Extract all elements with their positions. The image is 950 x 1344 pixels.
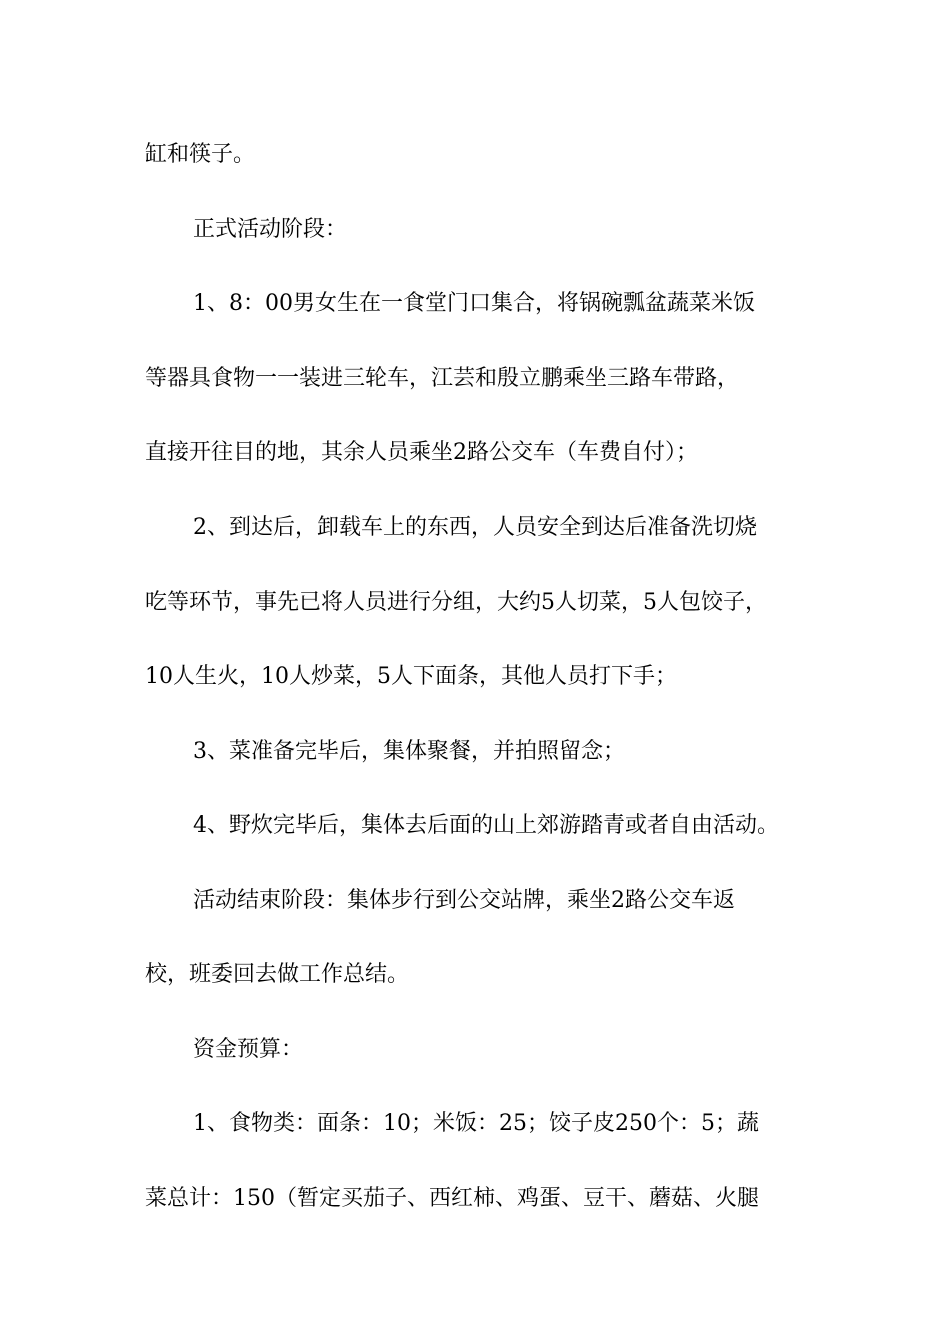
section-heading-activity: 正式活动阶段：: [193, 217, 348, 242]
text-line-6: 2、到达后，卸载车上的东西，人员安全到达后准备洗切烧: [193, 515, 757, 540]
text-line-9: 3、菜准备完毕后，集体聚餐，并拍照留念；: [193, 739, 625, 764]
text-line-11: 活动结束阶段：集体步行到公交站牌，乘坐2路公交车返: [193, 888, 735, 913]
text-line-7: 吃等环节，事先已将人员进行分组，大约5人切菜，5人包饺子，: [145, 590, 767, 615]
text-line-3: 1、8：00男女生在一食堂门口集合，将锅碗瓢盆蔬菜米饭: [193, 291, 755, 316]
text-line-12: 校，班委回去做工作总结。: [145, 962, 410, 987]
text-line-1: 缸和筷子。: [145, 142, 256, 167]
text-line-5: 直接开往目的地，其余人员乘坐2路公交车（车费自付）；: [145, 440, 698, 465]
section-heading-budget: 资金预算：: [193, 1037, 304, 1062]
text-line-14: 1、食物类：面条：10；米饭：25；饺子皮250个：5；蔬: [193, 1111, 759, 1136]
text-line-10: 4、野炊完毕后，集体去后面的山上郊游踏青或者自由活动。: [193, 813, 779, 838]
text-line-4: 等器具食物一一装进三轮车，江芸和殷立鹏乘坐三路车带路，: [145, 366, 740, 391]
text-line-8: 10人生火，10人炒菜，5人下面条，其他人员打下手；: [145, 664, 677, 689]
text-line-15: 菜总计：150（暂定买茄子、西红柿、鸡蛋、豆干、蘑菇、火腿: [145, 1186, 759, 1211]
